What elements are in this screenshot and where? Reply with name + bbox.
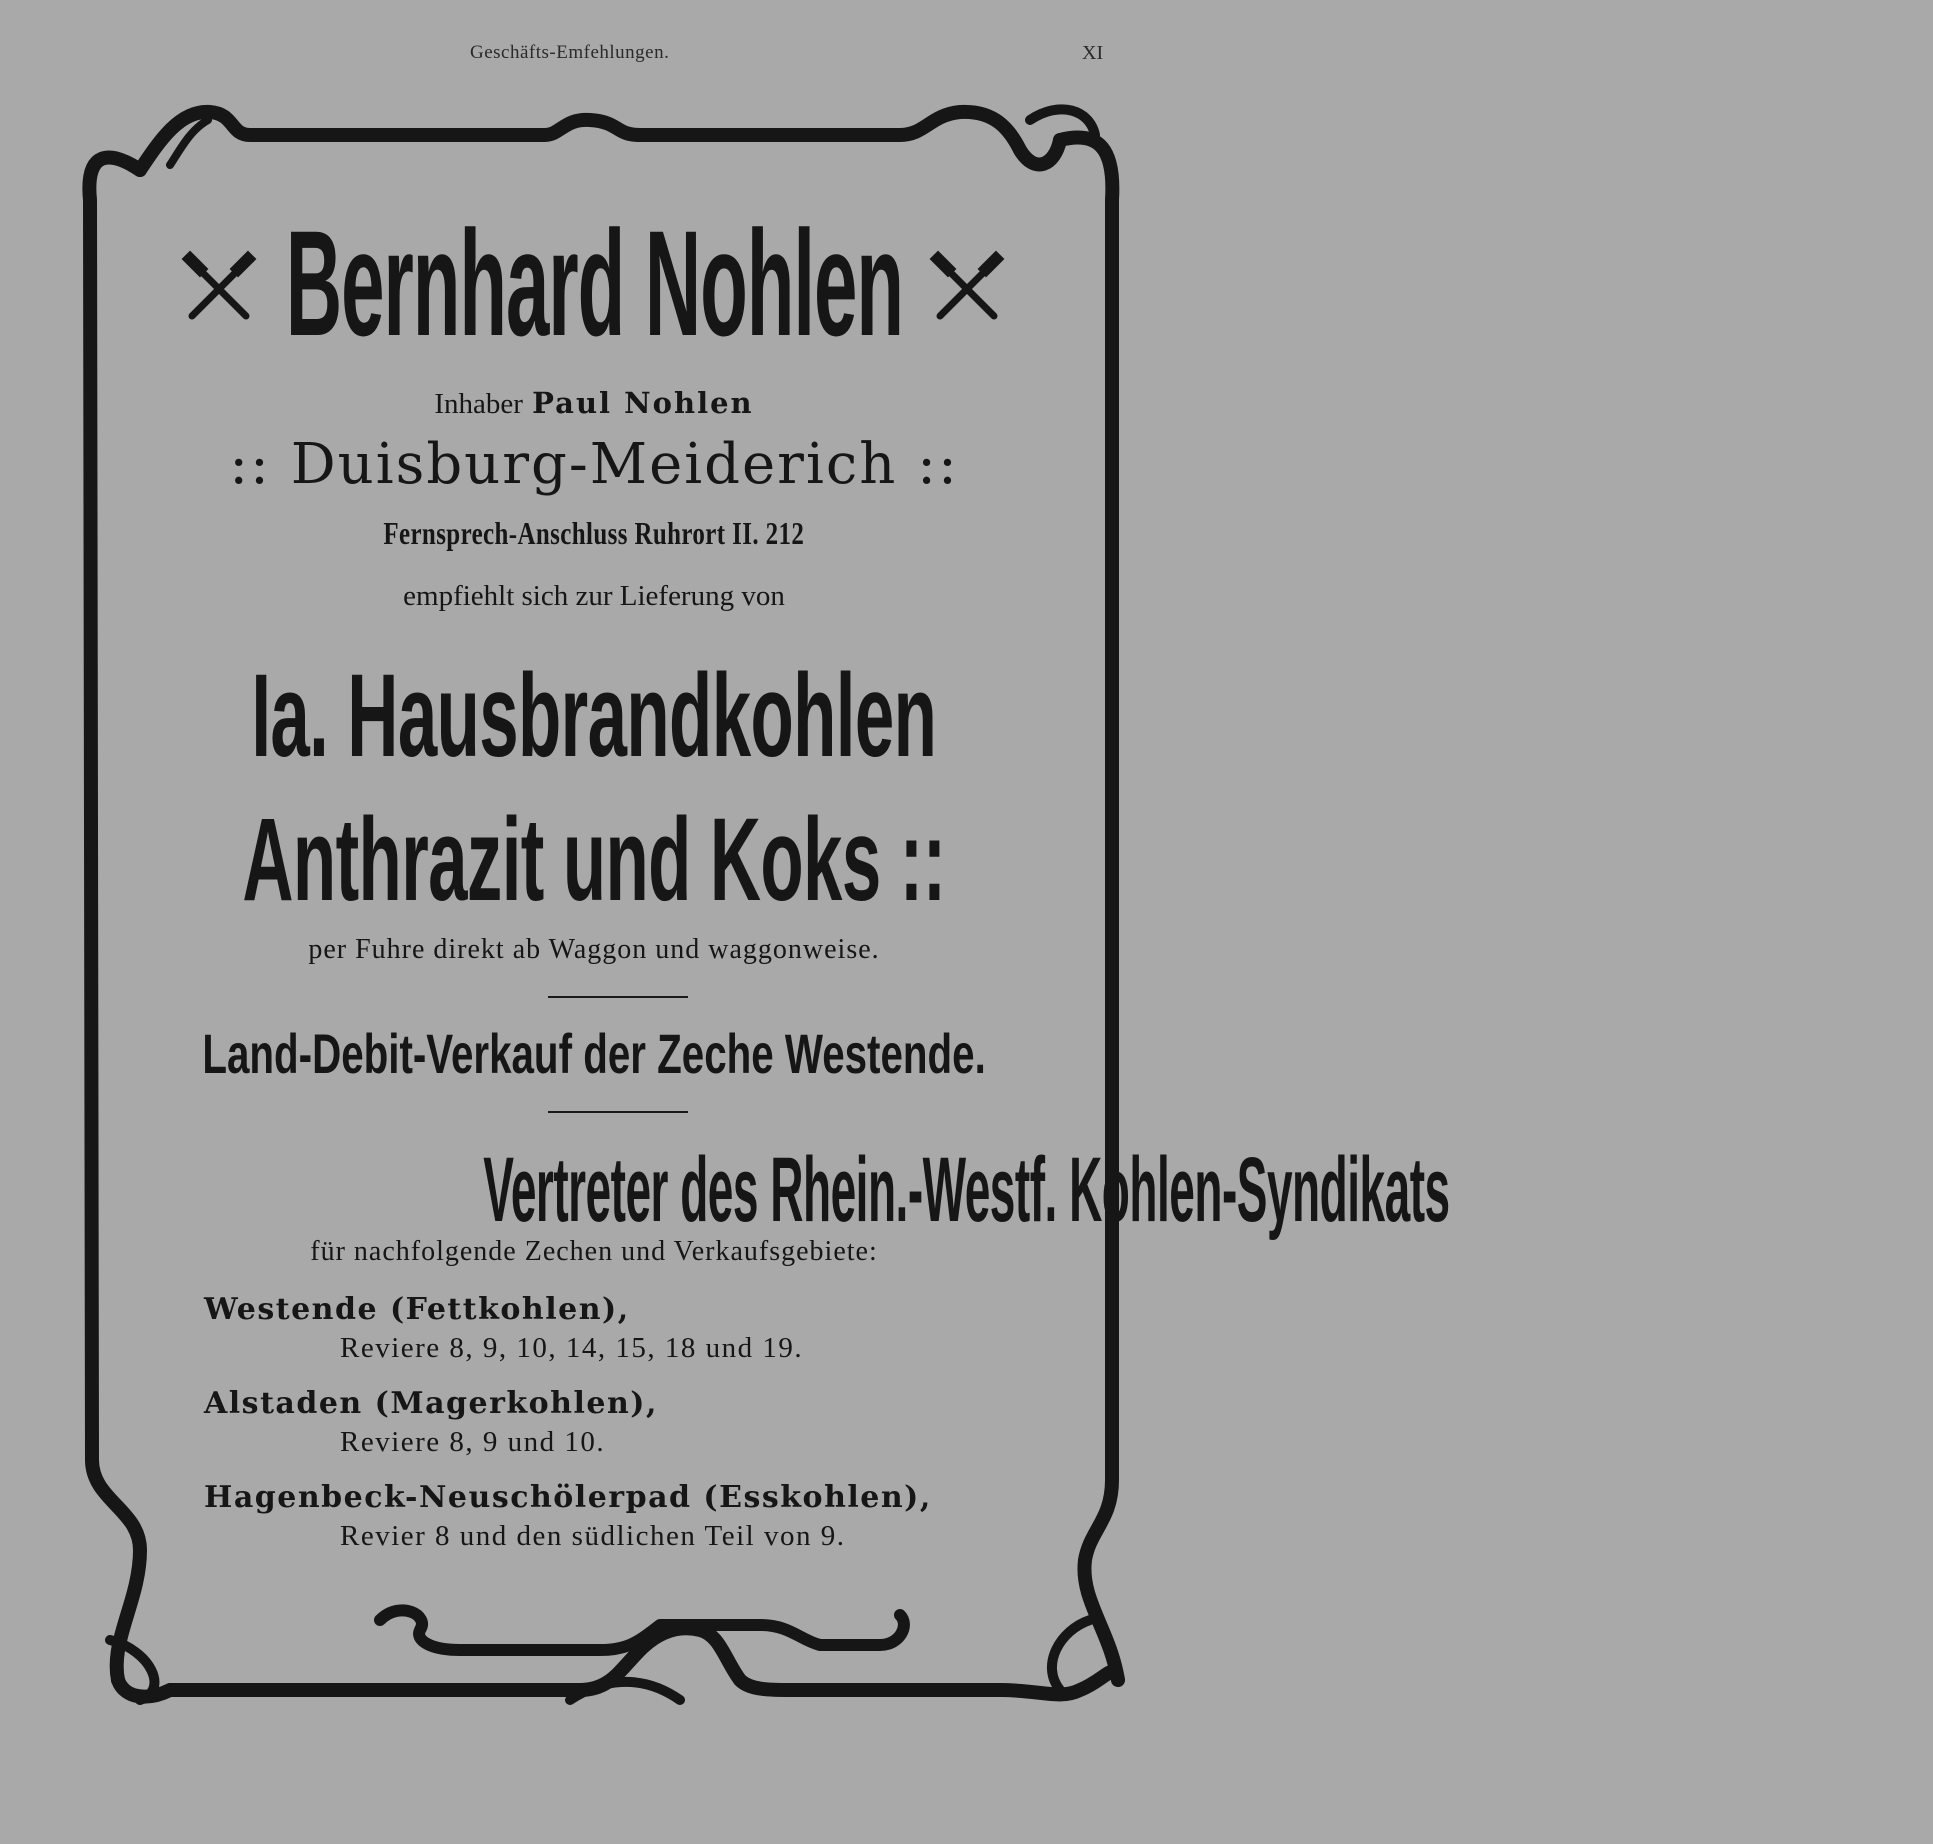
owner-name: Paul Nohlen — [532, 386, 754, 420]
phone-text: Fernsprech-Anschluss Ruhrort II. 212 — [383, 515, 805, 551]
owner-label: Inhaber — [434, 388, 523, 420]
delivery-line: per Fuhre direkt ab Waggon und waggonweise. — [308, 934, 880, 965]
mine-districts: Revier 8 und den südlichen Teil von 9. — [340, 1520, 846, 1552]
running-title: Geschäfts-Emfehlungen. — [470, 42, 670, 63]
agent-text: Vertreter des Rhein.-Westf. Kohlen-Syndikats — [483, 1139, 1450, 1241]
company-name-text: Bernhard Nohlen — [285, 199, 903, 367]
agent-subline: für nachfolgende Zechen und Verkaufsgebiete: — [310, 1236, 878, 1267]
company-name — [0, 198, 1188, 368]
intro-line: empfiehlt sich zur Lieferung von — [403, 580, 785, 612]
mine-districts: Reviere 8, 9, 10, 14, 15, 18 und 19. — [340, 1332, 804, 1364]
mine-name: Hagenbeck-Neuschölerpad (Esskohlen), — [204, 1480, 932, 1515]
mine-name: Alstaden (Magerkohlen), — [204, 1386, 658, 1421]
agent-line — [0, 1139, 1450, 1241]
mine-name: Westende (Fettkohlen), — [204, 1292, 630, 1327]
headline-anthracite-text: Anthrazit und Koks :: — [242, 794, 946, 926]
sale-line — [0, 1022, 1188, 1086]
headline-coal — [0, 650, 1188, 782]
owner-line — [0, 386, 1188, 421]
sale-text: Land-Debit-Verkauf der Zeche Westende. — [202, 1022, 986, 1085]
headline-coal-text: Ia. Hausbrandkohlen — [251, 650, 937, 782]
phone-line — [0, 514, 1188, 552]
headline-anthracite — [0, 794, 1188, 926]
page-number: XI — [1082, 42, 1104, 64]
mine-districts: Reviere 8, 9 und 10. — [340, 1426, 606, 1458]
city-line: :: Duisburg-Meiderich :: — [229, 432, 959, 497]
divider-rule — [548, 1111, 688, 1113]
divider-rule — [548, 996, 688, 998]
